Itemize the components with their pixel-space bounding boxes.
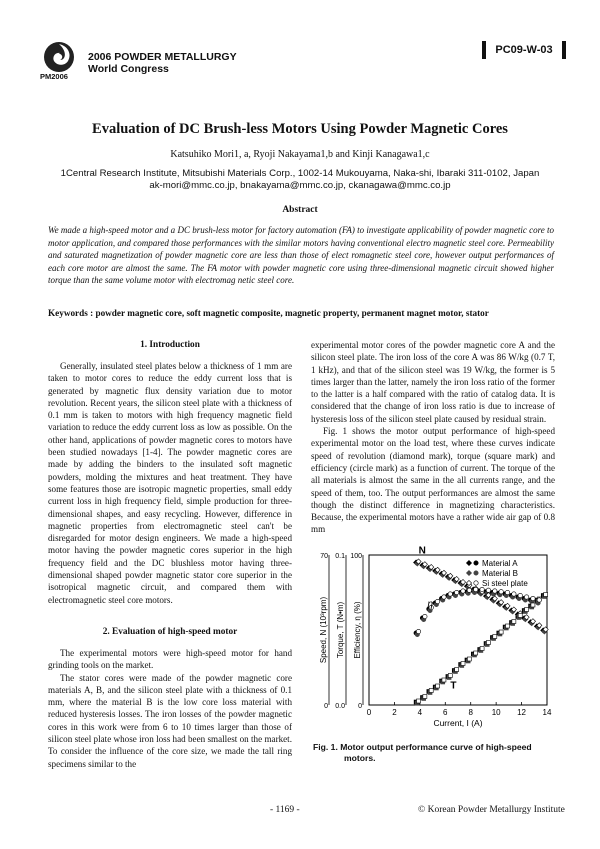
torque-point (417, 699, 421, 703)
affiliation-emails: ak-mori@mmc.co.jp, bnakayama@mmc.co.jp, ckanagawa@mmc.co.jp (149, 180, 451, 191)
torque-point (493, 635, 497, 639)
motor-performance-chart (311, 545, 555, 740)
abstract-heading: Abstract (282, 205, 318, 215)
efficiency-point (518, 593, 522, 597)
torque-point (544, 593, 548, 597)
authors: Katsuhiko Mori1, a, Ryoji Nakayama1,b and Kinji Kanagawa1,c (170, 149, 430, 160)
right-column-body (311, 339, 555, 536)
efficiency-point (423, 614, 427, 618)
efficiency-point (454, 590, 458, 594)
torque-point (455, 668, 459, 672)
y-tick-label: 0.1 (335, 553, 345, 560)
efficiency-point (416, 629, 420, 633)
efficiency-point (499, 590, 503, 594)
legend-entry: Material A (482, 559, 518, 568)
right-paragraph-1: experimental motor cores of the powder magnetic core A and the silicon steel plate. The iron loss of the core A was 86 W/kg (0.7 T, 1 kHz), and that of the silicon steel was 19 W/kg, the former is 5 times larger than the latter, namely the iron loss ratio of the former to the latter is a half compared with the ratio of catalog data. It is considered that the change of iron loss ratio is due to increase of hysteresis loss of the silicon steel plate caused by residual strain. (311, 340, 555, 424)
torque-point (512, 620, 516, 624)
torque-point (474, 651, 478, 655)
speed-point (466, 570, 471, 575)
speed-point (466, 560, 471, 565)
torque-point (442, 678, 446, 682)
keywords: Keywords : powder magnetic core, soft magnetic composite, magnetic property, permanent magnet motor, stator (48, 308, 489, 318)
right-paragraph-2: Fig. 1 shows the motor output performance of high-speed experimental motor on the load test, where these curves indicate speed of revolution (diamond mark), torque (square mark) and efficiency (circle mark) as a function of current. The torque of the all materials is almost the same in the all currents range, and the speed of them, too. The output performances are almost the same though the distinct difference in magnetizing characteristics. Because, the experimental motors have a rather wide air gap of 0.8 mm (311, 426, 555, 535)
figure-caption (313, 742, 557, 764)
legend-entry: Material B (482, 569, 519, 578)
page-number: - 1169 - (270, 805, 300, 815)
efficiency-point (493, 589, 497, 593)
torque-point (429, 689, 433, 693)
torque-point (423, 695, 427, 699)
y-tick-label: 100 (350, 553, 362, 560)
torque-point (467, 657, 471, 661)
efficiency-point (537, 598, 541, 602)
torque-point (448, 674, 452, 678)
event-line1: 2006 POWDER METALLURGY (88, 51, 237, 63)
efficiency-point (474, 561, 478, 565)
eval-heading: 2. Evaluation of high-speed motor (102, 627, 238, 637)
paper-id: PC09-W-03 (495, 44, 553, 56)
copyright: © Korean Powder Metallurgy Institute (418, 805, 565, 815)
affiliation (20, 168, 580, 192)
torque-point (518, 614, 522, 618)
event-line2: World Congress (88, 63, 169, 75)
caption-line1: Fig. 1. Motor output performance curve of high-speed (313, 742, 532, 752)
x-tick-label: 14 (542, 708, 552, 717)
y-axis-label: Torque, T (N•m) (336, 601, 345, 659)
efficiency-point (467, 588, 471, 592)
efficiency-point (442, 595, 446, 599)
x-tick-label: 10 (491, 708, 501, 717)
legend-entry: Si steel plate (482, 579, 528, 588)
abstract-text: We made a high-speed motor and a DC brush-less motor for factory automation (FA) to investigate applicability of powder magnetic core to motor application, and compared those performances with the similar motors having conventional electro magnetic steel core. Permeability and saturated magnetization of powder magnetic core are less than those of elect romagnetic steel core, however output performances of each core motor are almost the same. The FA motor with powder magnetic core using three-dimensional magnetic circuit showed higher torque than the same volume motor with electromag netic steel core. (48, 225, 554, 286)
intro-paragraph: Generally, insulated steel plates below a thickness of 1 mm are taken to motor cores to reduce the eddy current loss that is generated by magnetic flux density variation due to motor revolution. Recent years, the silicon steel plate with a thickness of 0.1 mm is taken to motors with high frequency magnetic field variation to reduce the eddy current loss as low as possible. On the other hand, applications of powder magnetic cores to motors have been studied nowadays [1-4]. The powder magnetic cores are made by adding the binders to the insulated soft magnetic powders, molding the mixtures and heat treatment. They have some features those are isotropic magnetic properties, small eddy current loss in high frequency field, simple production for three-dimensional shapes, and easy recycling. However, difference in magnetic properties from electromagnetic steel can't be disregarded for motor design engineers. We made a high-speed motor having the powder magnetic cores superior in the high frequency field and the DC blushless motor having three-dimensional shaped powder magnetic stator core superior in the isotropical magnetic circuit, and compared them with electromagnetic steel core motors. (48, 361, 292, 605)
paper-title: Evaluation of DC Brush-less Motors Using Powder Magnetic Cores (92, 121, 508, 137)
curve-label-speed: N (418, 545, 426, 557)
eval-body (48, 647, 292, 770)
efficiency-point (448, 592, 452, 596)
logo-caption: PM2006 (40, 72, 68, 81)
swirl-logo-icon (42, 40, 76, 74)
x-tick-label: 0 (366, 708, 372, 717)
efficiency-point (524, 595, 528, 599)
efficiency-point (461, 589, 465, 593)
caption-line2: motors. (344, 753, 376, 763)
efficiency-point (435, 599, 439, 603)
efficiency-point (474, 571, 478, 575)
efficiency-point (531, 596, 535, 600)
intro-body (48, 360, 292, 606)
eval-paragraph-2: The stator cores were made of the powder magnetic core materials A, B, and the silicon steel plate with a thickness of 0.1 mm, where the material B is the low core loss material with reduced hysteresis losses. The iron losses of the powder magnetic cores in this work were from 6 to 10 times larger than those of silicon steel plate whose iron loss had been smallest on the market. To consider the influence of the core size, we made the tall ring specimens similar to the (48, 672, 292, 769)
torque-point (531, 603, 535, 607)
torque-point (525, 608, 529, 612)
y-axis-label: Speed, N (10³rpm) (319, 596, 328, 664)
curve-label-efficiency: η (427, 599, 434, 610)
efficiency-point (505, 590, 509, 594)
x-tick-label: 6 (443, 708, 448, 717)
efficiency-point (486, 588, 490, 592)
eval-paragraph-1: The experimental motors were high-speed motor for hand grinding tools on the market. (48, 648, 292, 671)
y-axis-label: Efficiency, η (%) (353, 601, 362, 659)
torque-point (499, 630, 503, 634)
torque-point (506, 624, 510, 628)
torque-point (436, 684, 440, 688)
y-tick-label: 0 (324, 703, 328, 710)
intro-heading: 1. Introduction (140, 340, 200, 350)
x-tick-label: 12 (517, 708, 527, 717)
y-tick-label: 70 (320, 553, 328, 560)
affiliation-address: 1Central Research Institute, Mitsubishi Materials Corp., 1002-14 Mukouyama, Naka-shi, Ibaraki 311-0102, Japan (60, 168, 540, 179)
y-tick-label: 0 (358, 703, 362, 710)
efficiency-point (474, 587, 478, 591)
pm2006-logo (42, 40, 76, 74)
y-tick-label: 0.0 (335, 703, 345, 710)
efficiency-point (512, 592, 516, 596)
efficiency-point (474, 581, 478, 585)
torque-point (461, 662, 465, 666)
torque-point (486, 641, 490, 645)
figure-1 (311, 545, 555, 740)
torque-point (480, 647, 484, 651)
x-tick-label: 4 (417, 708, 423, 717)
curve-label-torque: T (450, 680, 457, 692)
paper-id-box (482, 41, 566, 59)
event-title (88, 51, 237, 75)
x-tick-label: 8 (468, 708, 473, 717)
x-tick-label: 2 (392, 708, 397, 717)
x-axis-label: Current, I (A) (433, 718, 483, 728)
